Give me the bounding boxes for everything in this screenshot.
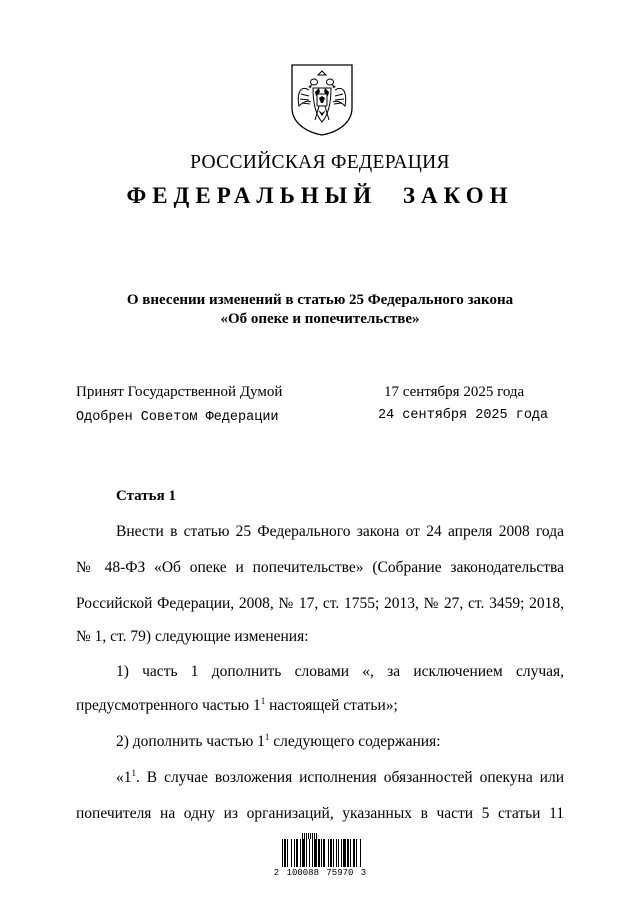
article-line-7 [116,724,564,761]
law-title [0,291,640,329]
line-8-tail: . В случае возложения исполнения обязанностей опекуна или [136,769,564,786]
superscript-1: 1 [260,696,266,706]
superscript-1: 1 [264,732,270,742]
line-7-tail: следующего содержания: [269,733,441,750]
article-line-6 [76,688,564,725]
line-8-text: «1 [116,769,132,786]
article-line-5: 1) часть 1 дополнить словами «, за исключением случая, [116,663,564,680]
line-6-text: предусмотренного частью 1 [76,697,261,714]
law-title-line-2: «Об опеке и попечительстве» [220,311,420,327]
duma-adoption-label: Принят Государственной Думой [76,384,283,400]
line-7-text: 2) дополнить частью 1 [116,733,265,750]
article-line-9: попечителя на одну из организаций, указанных в части 5 статьи 11 [76,805,564,822]
line-6-tail: настоящей статьи»; [265,697,398,714]
council-approval-label: Одобрен Советом Федерации [76,410,279,425]
coat-of-arms-emblem [289,62,355,137]
article-line-8 [116,760,564,797]
article-heading: Статья 1 [116,488,176,504]
law-title-line-1: О внесении изменений в статью 25 Федерального закона [126,292,514,308]
superscript-1: 1 [131,768,136,778]
council-approval-date: 24 сентября 2025 года [378,408,549,423]
article-line-4: № 1, ст. 79) следующие изменения: [76,628,309,645]
article-line-1: Внести в статью 25 Федерального закона от 24 апреля 2008 года [116,523,564,540]
document-type: ФЕДЕРАЛЬНЫЙ ЗАКОН [126,183,514,208]
country-name: РОССИЙСКАЯ ФЕДЕРАЦИЯ [190,152,450,173]
duma-adoption-date: 17 сентября 2025 года [384,384,525,400]
barcode [280,833,364,868]
article-line-2: № 48-ФЗ «Об опеке и попечительстве» (Собрание законодательства [76,559,564,576]
article-line-3: Российской Федерации, 2008, № 17, ст. 1755; 2013, № 27, ст. 3459; 2018, [76,595,564,612]
barcode-number: 2 100088 75970 3 [273,868,367,878]
